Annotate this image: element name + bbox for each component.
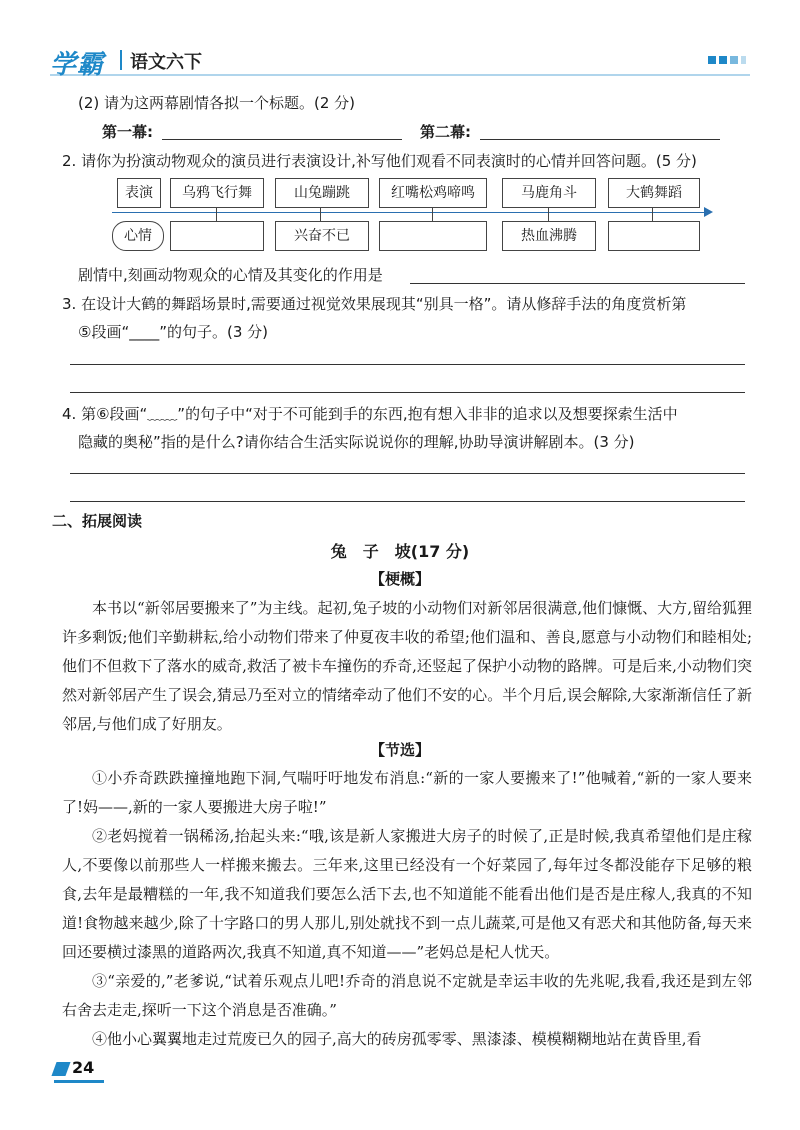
logo-divider — [120, 50, 122, 70]
perf-item: 乌鸦飞行舞 — [170, 178, 264, 208]
connector — [320, 207, 321, 221]
page-header — [50, 44, 750, 80]
mood-input[interactable] — [608, 221, 700, 251]
act1-answer-line[interactable] — [162, 139, 402, 140]
excerpt-heading: 【节选】 — [369, 741, 430, 759]
perf-item: 山兔蹦跳 — [275, 178, 369, 208]
connector — [216, 207, 217, 221]
header-decoration — [708, 56, 746, 64]
page-number: 24 — [72, 1058, 95, 1077]
question-4-line2: 隐藏的奥秘”指的是什么?请你结合生活实际说说你的理解,协助导演讲解剧本。(3 分) — [78, 433, 635, 451]
connector — [432, 207, 433, 221]
excerpt-block — [62, 764, 752, 1054]
summary-paragraph: 本书以“新邻居要搬来了”为主线。起初,兔子坡的小动物们对新邻居很满意,他们慷慨、大方,留给狐狸许多剩饭;他们辛勤耕耘,给小动物们带来了仲夏夜丰收的希望;他们温和、善良,愿意与小动物们和睦相处;他们不但救下了落水的威奇,救活了被卡车撞伤的乔奇,还竖起了保护小动物的路牌。可是后来,小动物们突然对新邻居产生了误会,猜忌乃至对立的情绪牵动了他们不安的心。半个月后,误会解除,大家渐渐信任了新邻居,与他们成了好朋友。 — [62, 599, 752, 733]
answer-line[interactable] — [70, 392, 745, 393]
excerpt-paragraph: ④他小心翼翼地走过荒废已久的园子,高大的砖房孤零零、黑漆漆、模模糊糊地站在黄昏里,看 — [92, 1030, 702, 1048]
question-2-follow: 剧情中,刻画动物观众的心情及其变化的作用是 — [78, 266, 383, 284]
brand-logo: 学霸 — [50, 50, 105, 80]
summary-block — [62, 594, 752, 739]
excerpt-paragraph: ①小乔奇跌跌撞撞地跑下洞,气喘吁吁地发布消息:“新的一家人要搬来了!”他喊着,“新的一家人要来了!妈——,新的一家人要搬进大房子啦!” — [62, 769, 752, 816]
timeline-arrow — [704, 207, 713, 217]
mood-input[interactable] — [170, 221, 264, 251]
answer-line[interactable] — [70, 501, 745, 502]
act2-label: 第二幕: — [420, 123, 471, 141]
perf-item: 红嘴松鸡啼鸣 — [379, 178, 487, 208]
act1-label: 第一幕: — [102, 123, 153, 141]
mood-item: 热血沸腾 — [502, 221, 596, 251]
mood-input[interactable] — [379, 221, 487, 251]
perf-item: 大鹤舞蹈 — [608, 178, 700, 208]
summary-heading: 【梗概】 — [369, 570, 430, 588]
question-2: 2. 请你为扮演动物观众的演员进行表演设计,补写他们观看不同表演时的心情并回答问题。(5 分) — [62, 152, 697, 170]
mood-label: 心情 — [112, 221, 164, 251]
timeline-axis — [112, 212, 708, 213]
perf-label: 表演 — [117, 178, 161, 208]
question-3-line1: 3. 在设计大鹤的舞蹈场景时,需要通过视觉效果展现其“别具一格”。请从修辞手法的角度赏析第 — [62, 295, 687, 313]
connector — [652, 207, 653, 221]
answer-line[interactable] — [70, 364, 745, 365]
excerpt-paragraph: ③“亲爱的,”老爹说,“试着乐观点儿吧!乔奇的消息说不定就是幸运丰收的先兆呢,我看,我还是到左邻右舍去走走,探听一下这个消息是否准确。” — [62, 972, 752, 1019]
excerpt-paragraph: ②老妈搅着一锅稀汤,抬起头来:“哦,该是新人家搬进大房子的时候了,正是时候,我真希望他们是庄稼人,不要像以前那些人一样搬来搬去。三年来,这里已经没有一个好菜园了,每年过冬都没能存下足够的粮食,去年是最糟糕的一年,我不知道我们要怎么活下去,也不知道能不能看出他们是否是庄稼人,我真的不知道!食物越来越少,除了十字路口的男人那儿,别处就找不到一点儿蔬菜,可是他又有恶犬和其他防备,每天来回还要横过漆黑的道路两次,我真不知道,真不知道——”老妈总是杞人忧天。 — [62, 827, 752, 961]
answer-line[interactable] — [410, 283, 745, 284]
subject-title: 语文六下 — [130, 52, 202, 73]
mood-item: 兴奋不已 — [275, 221, 369, 251]
perf-item: 马鹿角斗 — [502, 178, 596, 208]
page-marker-icon — [51, 1062, 70, 1076]
act2-answer-line[interactable] — [480, 139, 720, 140]
connector — [548, 207, 549, 221]
story-title: 兔 子 坡(17 分) — [330, 542, 470, 561]
footer-rule — [54, 1080, 104, 1083]
question-3-line2: ⑤段画“____”的句子。(3 分) — [78, 323, 269, 341]
question-4-line1: 4. 第⑥段画“﹏﹏”的句子中“对于不可能到手的东西,抱有想入非非的追求以及想要探索生活中 — [62, 405, 678, 423]
header-rule — [50, 74, 750, 76]
answer-line[interactable] — [70, 473, 745, 474]
section-heading: 二、拓展阅读 — [52, 512, 143, 530]
question-1-2: (2) 请为这两幕剧情各拟一个标题。(2 分) — [78, 94, 356, 112]
